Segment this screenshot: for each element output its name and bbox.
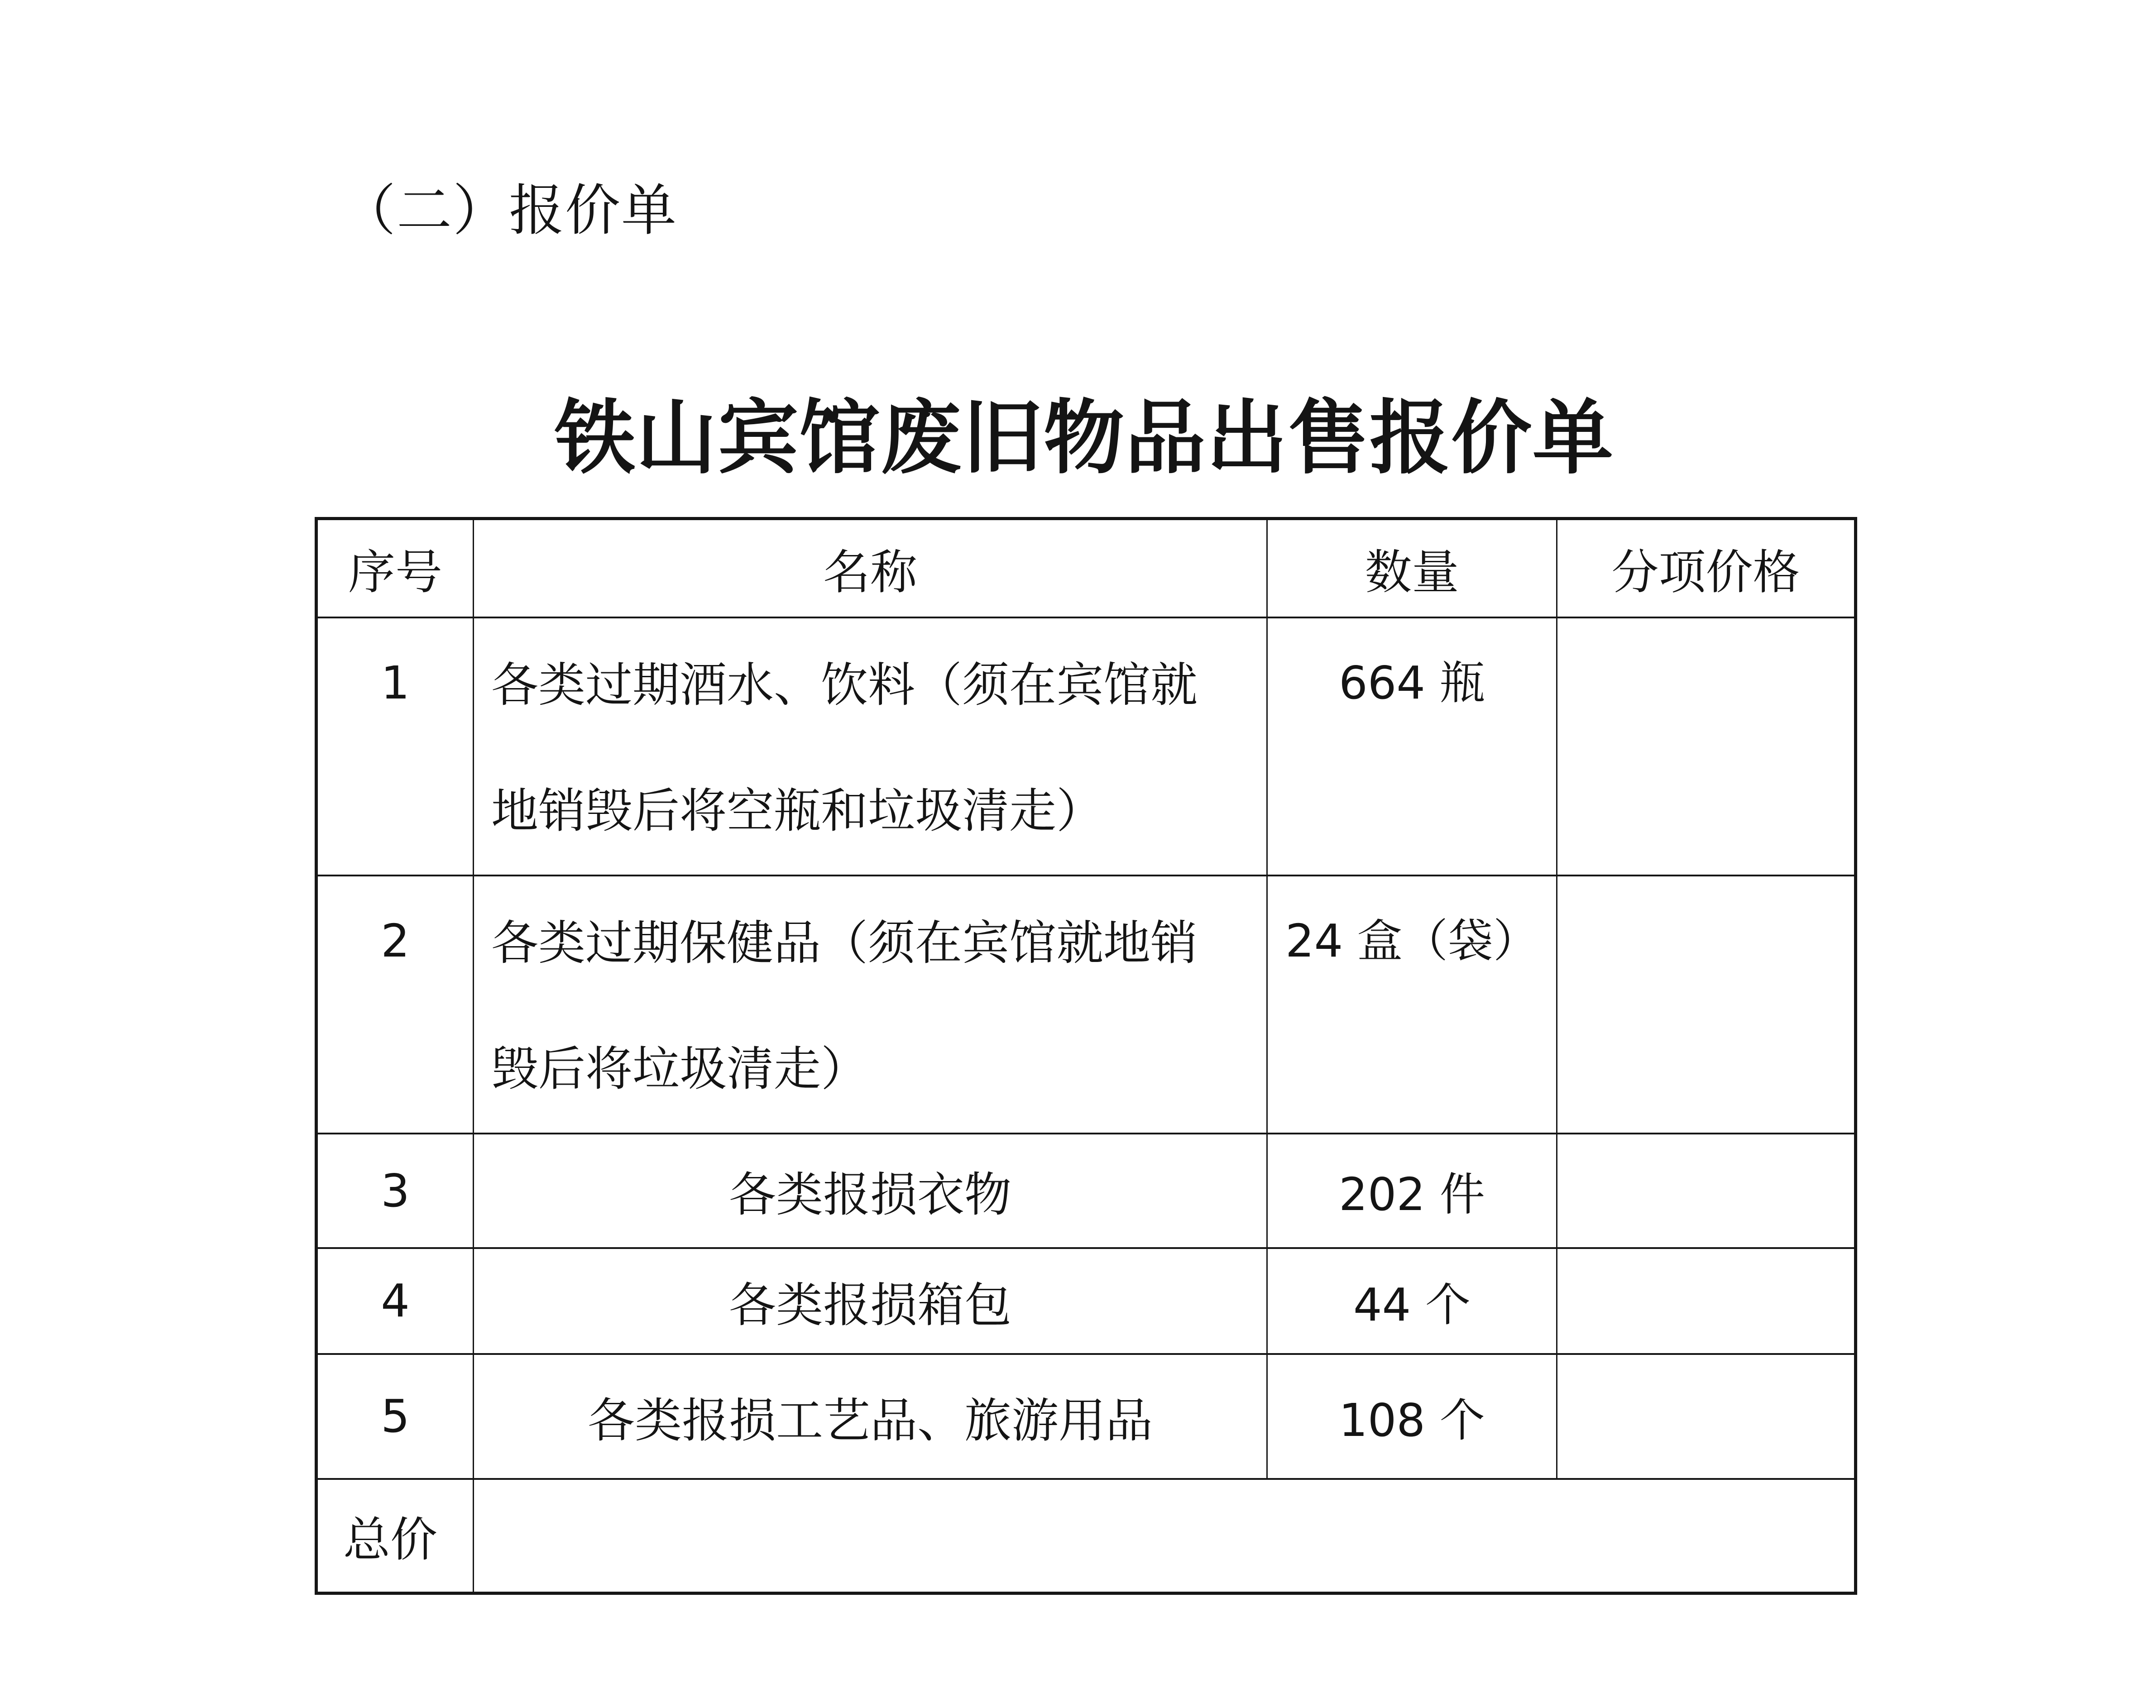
cell-name bbox=[474, 876, 1267, 1134]
name-line: 地销毁后将空瓶和垃圾清走） bbox=[491, 785, 1104, 837]
table-row bbox=[316, 1354, 1856, 1479]
cell-name: 各类报损工艺品、旅游用品 bbox=[474, 1354, 1267, 1479]
cell-price bbox=[1557, 1354, 1856, 1479]
cell-quantity: 202 件 bbox=[1267, 1134, 1557, 1248]
header-cell-price: 分项价格 bbox=[1557, 519, 1856, 617]
name-line: 各类过期保健品（须在宾馆就地销 bbox=[491, 917, 1198, 970]
header-cell-quantity: 数量 bbox=[1267, 519, 1557, 617]
total-row bbox=[316, 1479, 1856, 1593]
doc-title: 铁山宾馆废旧物品出售报价单 bbox=[555, 394, 1614, 483]
cell-name: 各类报损衣物 bbox=[474, 1134, 1267, 1248]
cell-index: 2 bbox=[316, 876, 474, 1134]
header-cell-name: 名称 bbox=[474, 519, 1267, 617]
cell-price bbox=[1557, 617, 1856, 876]
table-row bbox=[316, 617, 1856, 876]
table-row bbox=[316, 1248, 1856, 1354]
cell-index: 5 bbox=[316, 1354, 474, 1479]
cell-quantity: 24 盒（袋） bbox=[1267, 876, 1557, 1134]
cell-quantity: 44 个 bbox=[1267, 1248, 1557, 1354]
cell-index: 1 bbox=[316, 617, 474, 876]
quote-table bbox=[315, 517, 1857, 1595]
header-cell-index: 序号 bbox=[316, 519, 474, 617]
cell-quantity: 108 个 bbox=[1267, 1354, 1557, 1479]
cell-index: 3 bbox=[316, 1134, 474, 1248]
cell-quantity: 664 瓶 bbox=[1267, 617, 1557, 876]
cell-index: 4 bbox=[316, 1248, 474, 1354]
table-header-row bbox=[316, 519, 1856, 617]
cell-price bbox=[1557, 1248, 1856, 1354]
cell-price bbox=[1557, 876, 1856, 1134]
total-label-cell: 总价 bbox=[316, 1479, 474, 1593]
name-line: 毁后将垃圾清走） bbox=[491, 1043, 868, 1096]
table-row bbox=[316, 876, 1856, 1134]
cell-name: 各类报损箱包 bbox=[474, 1248, 1267, 1354]
cell-name bbox=[474, 617, 1267, 876]
cell-price bbox=[1557, 1134, 1856, 1248]
section-heading: （二）报价单 bbox=[340, 181, 677, 242]
table-row bbox=[316, 1134, 1856, 1248]
total-value-cell bbox=[474, 1479, 1856, 1593]
name-line: 各类过期酒水、饮料（须在宾馆就 bbox=[491, 659, 1198, 712]
